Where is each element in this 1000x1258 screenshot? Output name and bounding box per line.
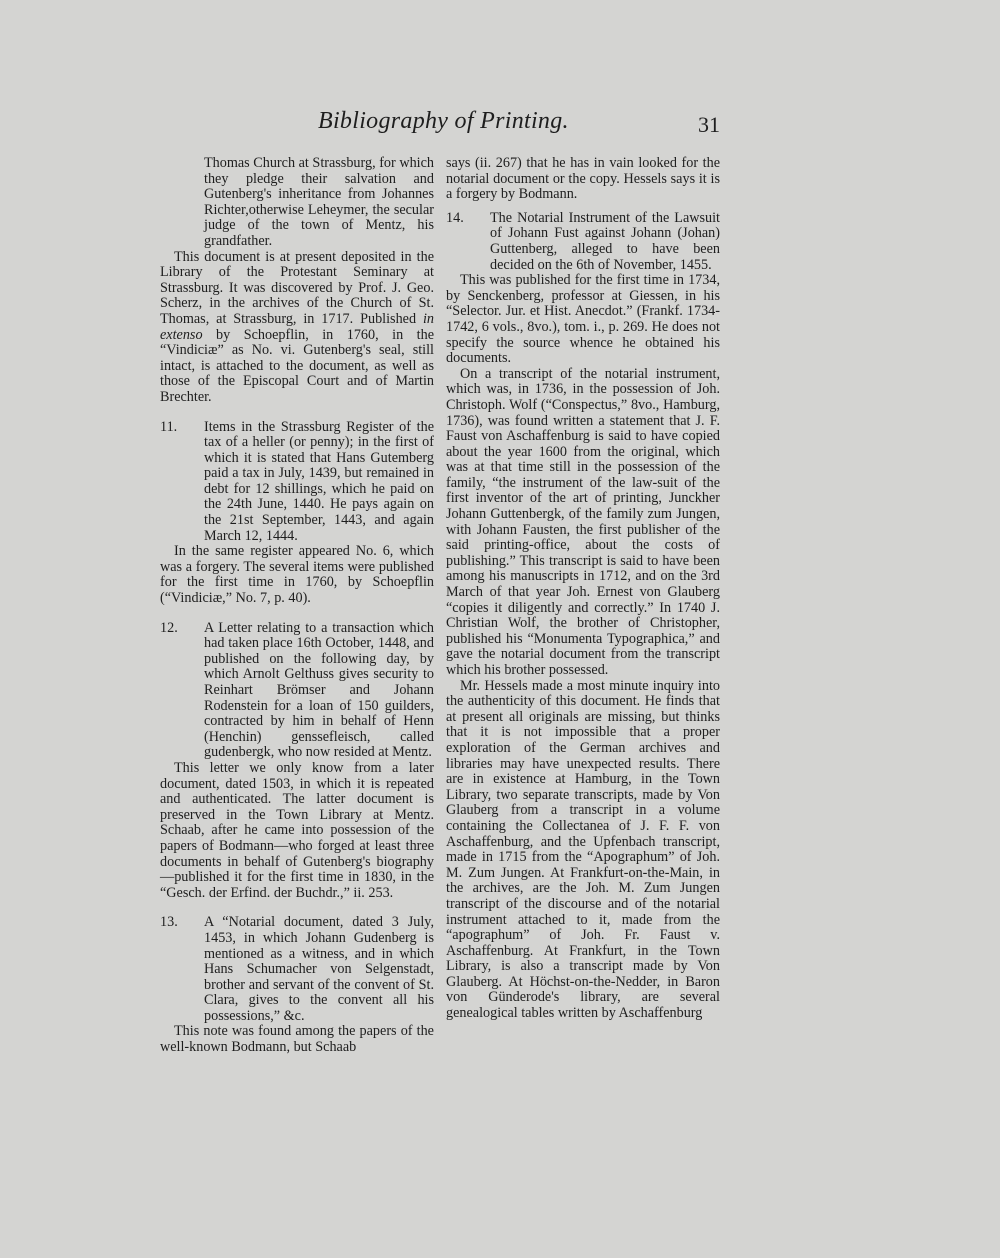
numbered-item-13 — [160, 915, 434, 1024]
paragraph: says (ii. 267) that he has in vain looked for the notarial document or the copy. Hessels says it is a forgery by Bodmann. — [446, 155, 720, 203]
item-text: Items in the Strassburg Register of the tax of a heller (or penny); in the first of which it is stated that Hans Gutemberg paid a tax in July, 1439, but remained in debt for 12 shillings, which he paid on the 24th June, 1440. He pays again on the 21st September, 1443, and again March 12, 1444. — [204, 418, 434, 544]
numbered-item-12 — [160, 621, 434, 761]
item-text: A “Notarial document, dated 3 July, 1453, in which Johann Gudenberg is mentioned as a witness, and in which Hans Schumacher von Selgenstadt, brother and servant of the convent of St. Clara, gives to the convent all his possessions,” &c. — [204, 914, 434, 1024]
item-number: 12. — [160, 619, 178, 636]
page-number: 31 — [698, 112, 720, 137]
paragraph: This document is at present deposited in the Library of the Protestant Seminary at Strassburg. It was discovered by Prof. J. Geo. Scherz, in the archives of the Church of St. Thomas, at Strassburg, in 1717. Published in extenso by Schoepflin, in 1760, in the “Vindiciæ” as No. vi. Gutenberg's seal, still intact, is attached to the document, as well as those of the Episcopal Court and of Martin Brechter. — [160, 248, 435, 405]
left-column — [160, 156, 434, 1056]
paragraph: On a transcript of the notarial instrument, which was, in 1736, in the possession of Joh. Christoph. Wolf (“Conspectus,” 8vo., Hamburg, 1736), was found written a statement that J. F. Faust von Aschaffenburg is said to have copied about the year 1600 from the original, which was at that time still in the possession of the family, “the instrument of the law-suit of the first inventor of the art of printing, Junckher Johann Guttenbergk, of the family zum Jungen, with Johann Fausten, the first publisher of the said printing-office, about the costs of publishing.” This transcript is said to have been among his manuscripts in 1712, and on the 3rd March of that year Joh. Ernest von Glauberg “copies it diligently and correctly.” In 1740 J. Christian Wolf, the brother of Christopher, published his “Monumenta Typographica,” and gave the notarial document from the transcript which his brother possessed. — [446, 365, 720, 678]
paragraph: Mr. Hessels made a most minute inquiry into the authenticity of this document. He finds that at present all originals are missing, but thinks that it is not impossible that a proper exploration of the German archives and libraries may have unexpected results. There are in existence at Hamburg, in the Town Library, two separate transcripts, made by Von Glauberg from a transcript in a volume containing the Collectanea of J. F. F. von Aschaffenburg, and the Upfenbach transcript, made in 1715 from the “Apographum” of Joh. M. Zum Jungen. At Frankfurt-on-the-Main, in the archives, are the Joh. M. Zum Jungen transcript of the discourse and of the notarial instrument attached to it, made from the “apographum” of Joh. Fr. Faust v. Aschaffenburg. At Frankfurt, in the Town Library, is also a transcript made by Von Glauberg. At Höchst-on-the-Nedder, in Baron von Günderode's library, are several genealogical tables written by Aschaffenburg — [446, 677, 720, 1022]
right-column — [446, 156, 720, 1022]
paragraph: Thomas Church at Strassburg, for which they pledge their salvation and Gutenberg's inheritance from Johannes Richter,otherwise Leheymer, the secular judge of the town of Mentz, his grandfather. — [204, 155, 434, 249]
item-text: A Letter relating to a transaction which had taken place 16th October, 1448, and published on the following day, by which Arnolt Gelthuss gives security to Reinhart Brömser and Johann Rodenstein for a loan of 150 guilders, contracted by him in behalf of Henn (Henchin) genssefleisch, called gudenbergk, who now resided at Mentz. — [204, 619, 434, 761]
paragraph: In the same register appeared No. 6, which was a forgery. The several items were published for the first time in 1760, by Schoepflin (“Vindiciæ,” No. 7, p. 40). — [160, 543, 434, 607]
paragraph: This note was found among the papers of the well-known Bodmann, but Schaab — [160, 1023, 434, 1056]
italic-phrase: in extenso — [160, 310, 434, 343]
numbered-item-11 — [160, 420, 434, 545]
item-number: 13. — [160, 914, 178, 931]
numbered-item-14 — [446, 211, 720, 273]
item-text: The Notarial Instrument of the Lawsuit of Johann Fust against Johann (Johan) Guttenberg, alleged to have been decided on the 6th of November, 1455. — [490, 209, 720, 273]
item-number: 14. — [446, 209, 464, 226]
paragraph: This was published for the first time in 1734, by Senckenberg, professor at Giessen, in his “Selector. Jur. et Hist. Anecdot.” (Frankf. 1734-1742, 6 vols., 8vo.), tom. i., p. 269. He does not specify the source whence he obtained his documents. — [446, 272, 720, 367]
item-number: 11. — [160, 418, 178, 435]
paragraph: This letter we only know from a later document, dated 1503, in which it is repeated and authenticated. The latter document is preserved in the Town Library at Mentz. Schaab, after he came into possession of the papers of Bodmann—who forged at least three documents in behalf of Gutenberg's biography—published it for the first time in 1830, in the “Gesch. der Erfind. der Buchdr.,” ii. 253. — [160, 759, 434, 901]
running-title: Bibliography of Printing. — [318, 108, 569, 134]
